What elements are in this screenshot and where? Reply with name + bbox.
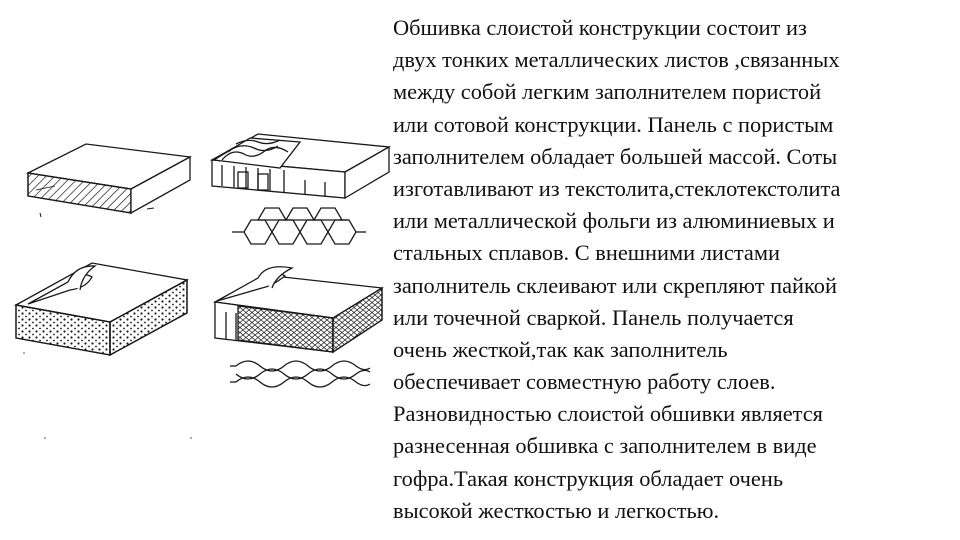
text-line: Разновидностью слоистой обшивки является <box>393 401 823 427</box>
text-line: обеспечивает совместную работу слоев. <box>393 369 776 395</box>
wave-cell-pattern-icon <box>230 361 370 387</box>
text-line: между собой легким заполнителем пористой <box>393 79 822 105</box>
text-line: разнесенная обшивка с заполнителем в виде <box>393 433 817 459</box>
porous-core-panel-icon <box>16 263 187 355</box>
corrugated-core-panel-icon <box>215 267 382 352</box>
text-line: гофра.Такая конструкция обладает очень <box>393 465 784 491</box>
text-line: очень жесткой,так как заполнитель <box>393 336 728 362</box>
sandwich-panels-figure <box>0 120 400 450</box>
text-line: или металлической фольги из алюминиевых и <box>393 208 835 234</box>
text-line: Обшивка слоистой конструкции состоит из <box>393 15 807 40</box>
text-line: заполнитель склеивают или скрепляют пайкой <box>393 272 837 298</box>
hexagon-cell-pattern-icon <box>232 208 366 244</box>
text-line: заполнителем обладает большей массой. Соты <box>393 143 838 169</box>
scan-marks <box>24 352 192 438</box>
text-line: изготавливают из текстолита,стеклотекстолита <box>393 175 841 201</box>
solid-hatched-panel-icon <box>28 144 190 217</box>
text-line: стальных сплавов. С внешними листами <box>393 240 780 266</box>
text-line: высокой жесткостью и легкостью. <box>393 497 720 523</box>
text-line: двух тонких металлических листов ,связанных <box>393 47 840 73</box>
body-text <box>393 12 958 527</box>
text-line: или сотовой конструкции. Панель с пористым <box>393 111 834 137</box>
honeycomb-core-panel-icon <box>212 134 389 198</box>
text-line: или точечной сваркой. Панель получается <box>393 304 794 330</box>
